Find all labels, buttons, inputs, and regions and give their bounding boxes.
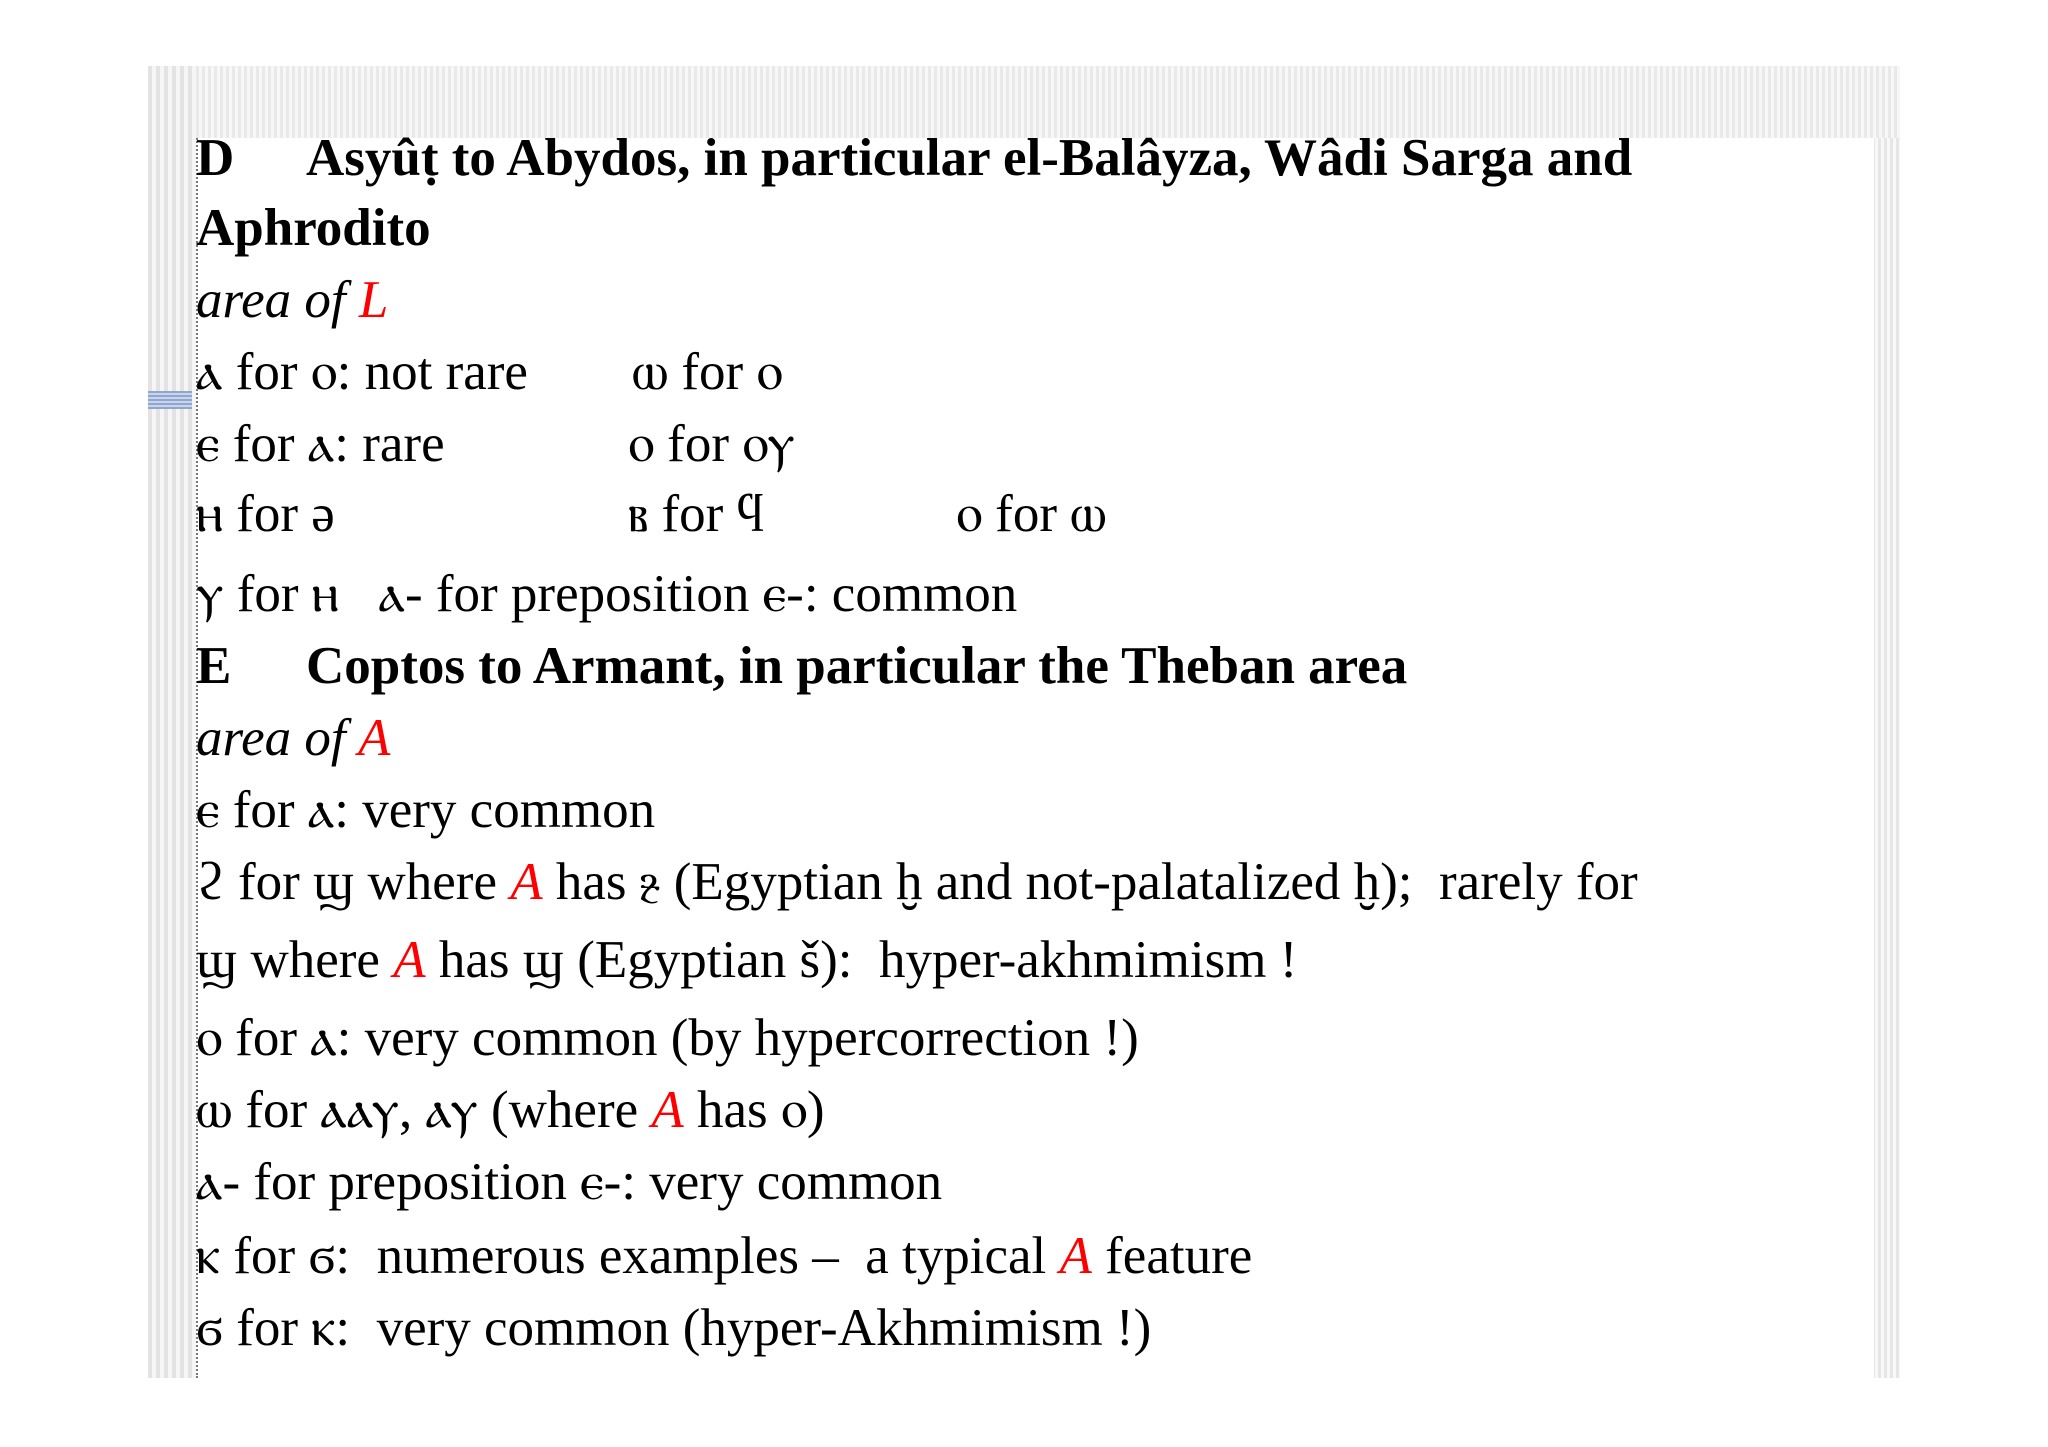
section-d-line1-a: ⲁ for ⲟ: not rare	[196, 343, 528, 401]
section-d-line2-b: ⲟ for ⲟⲩ	[628, 415, 795, 473]
section-e-line3-b: has ϣ (Egyptian š): hyper-akhmimism !	[425, 931, 1298, 989]
section-e-line7-a: ⲕ for ϭ: numerous examples – a typical	[196, 1227, 1060, 1285]
section-e-area	[196, 708, 390, 768]
section-d-line3-a: ⲏ for ə	[196, 485, 335, 543]
section-e-line5-dialect: A	[651, 1081, 684, 1139]
decorative-right-band	[1872, 138, 1900, 1378]
section-e-line3	[196, 930, 1297, 990]
section-d-line1	[196, 342, 783, 402]
section-e-line4: ⲟ for ⲁ: very common (by hypercorrection !)	[196, 1009, 1139, 1067]
section-d-line3	[196, 484, 1107, 544]
section-e-line2-a: ϩ for ϣ where	[196, 853, 511, 911]
section-d-line3-c: ⲟ for ⲱ	[956, 485, 1107, 543]
section-d-area	[196, 270, 388, 330]
section-e-line7-b: feature	[1091, 1227, 1253, 1285]
section-d-area-dialect: L	[358, 271, 389, 329]
section-d-line2	[196, 414, 795, 474]
decorative-left-band	[148, 66, 196, 1378]
section-d-line1-b: ⲱ for ⲟ	[632, 343, 783, 401]
section-e-line2-b: has ⳉ (Egyptian ḫ and not-palatalized ḫ); rarely for	[542, 853, 1638, 911]
section-e-title: Coptos to Armant, in particular the Theban area	[306, 637, 1408, 695]
section-e-letter: E	[196, 637, 232, 695]
text-box-resize-handle[interactable]	[148, 391, 192, 409]
section-e-area-prefix: area of	[196, 709, 358, 767]
section-d-line3-b: ⲃ for ϥ	[628, 485, 765, 543]
section-e-line6: ⲁ- for preposition ⲉ-: very common	[196, 1153, 943, 1211]
section-d-heading	[196, 128, 1632, 188]
section-e-line3-a: ϣ where	[196, 931, 394, 989]
section-d-title-line1: Asyûṭ to Abydos, in particular el-Balâyza, Wâdi Sarga and	[306, 129, 1633, 187]
section-e-line3-dialect: A	[393, 931, 426, 989]
section-d-title-line2: Aphrodito	[196, 199, 431, 257]
section-d-line4: ⲩ for ⲏ ⲁ- for preposition ⲉ-: common	[196, 565, 1018, 623]
section-e-line7-dialect: A	[1059, 1227, 1092, 1285]
section-e-area-dialect: A	[357, 709, 391, 767]
section-d-letter: D	[196, 129, 235, 187]
section-e-line8: ϭ for ⲕ: very common (hyper-Akhmimism !)	[196, 1299, 1152, 1357]
section-e-line5	[196, 1080, 824, 1140]
section-e-line2	[196, 852, 1638, 912]
section-d-area-prefix: area of	[196, 271, 359, 329]
section-e-line1: ⲉ for ⲁ: very common	[196, 781, 656, 839]
section-e-line5-b: has ⲟ)	[683, 1081, 825, 1139]
section-e-line7	[196, 1226, 1252, 1286]
section-e-line5-a: ⲱ for ⲁⲁⲩ, ⲁⲩ (where	[196, 1081, 652, 1139]
section-d-line2-a: ⲉ for ⲁ: rare	[196, 415, 445, 473]
section-e-line2-dialect: A	[510, 853, 543, 911]
section-e-heading	[196, 636, 1407, 696]
